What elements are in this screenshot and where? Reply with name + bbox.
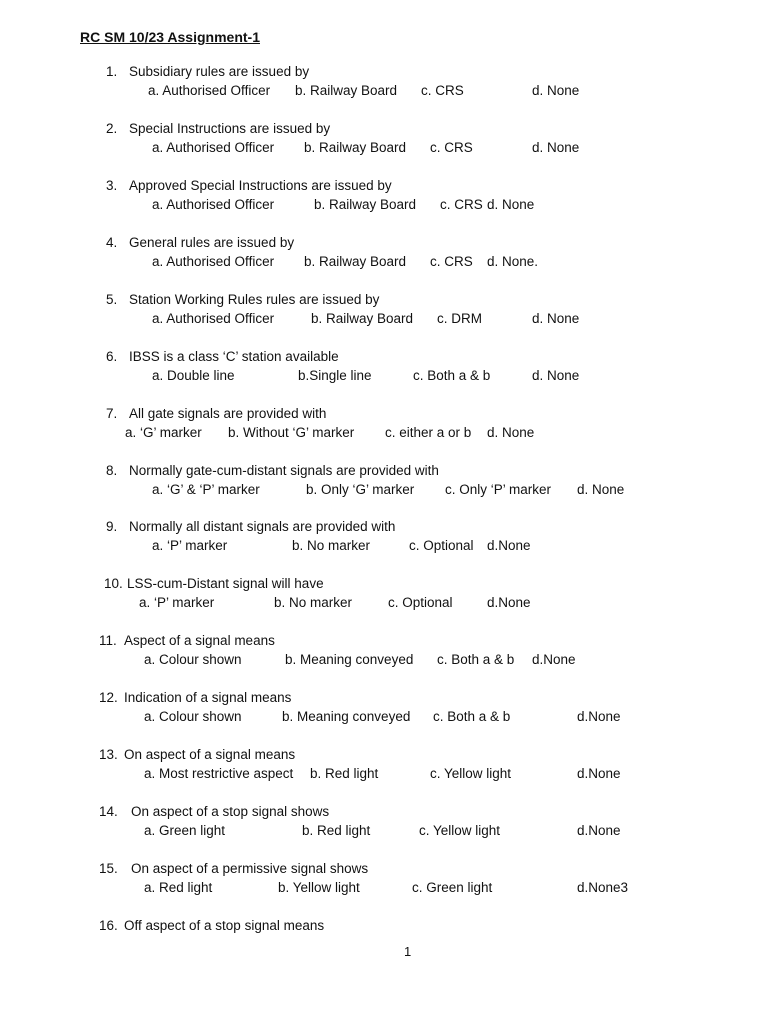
question-text: Normally gate-cum-distant signals are provided with [129, 463, 439, 478]
question-number: 14. [99, 804, 118, 819]
option-d: d.None3 [577, 880, 629, 895]
option-d: d.None [532, 652, 576, 667]
option-d: d. None [487, 197, 535, 212]
option-c: c. CRS [430, 140, 473, 155]
option-b: b. No marker [274, 595, 353, 610]
question-text: All gate signals are provided with [129, 406, 327, 421]
option-b: b. Meaning conveyed [282, 709, 411, 724]
option-d: d. None [532, 83, 580, 98]
question-4 [0, 235, 768, 275]
question-7 [0, 406, 768, 446]
question-number: 8. [106, 463, 118, 478]
question-number: 9. [106, 519, 118, 534]
option-b: b. Without ‘G’ marker [228, 425, 355, 440]
option-d: d.None [577, 766, 621, 781]
question-text: Special Instructions are issued by [129, 121, 331, 136]
question-text: Indication of a signal means [124, 690, 292, 705]
option-a: a. ‘G’ & ‘P’ marker [152, 482, 260, 497]
question-9 [0, 519, 768, 559]
question-10 [0, 576, 768, 616]
option-a: a. Most restrictive aspect [144, 766, 294, 781]
option-c: c. CRS [421, 83, 464, 98]
question-15 [0, 861, 768, 901]
option-a: a. Authorised Officer [152, 311, 275, 326]
option-b: b. Only ‘G’ marker [306, 482, 415, 497]
question-text: LSS-cum-Distant signal will have [127, 576, 324, 591]
option-a: a. ‘G’ marker [125, 425, 202, 440]
option-b: b. Railway Board [304, 254, 407, 269]
option-d: d. None [532, 311, 580, 326]
option-d: d.None [487, 595, 531, 610]
option-c: c. Optional [388, 595, 453, 610]
option-b: b. Railway Board [311, 311, 414, 326]
option-c: c. Both a & b [437, 652, 515, 667]
question-number: 1. [106, 64, 118, 79]
question-number: 11. [99, 633, 117, 648]
question-12 [0, 690, 768, 730]
option-a: a. Double line [152, 368, 235, 383]
question-11 [0, 633, 768, 673]
question-text: Off aspect of a stop signal means [124, 918, 325, 933]
option-c: c. Green light [412, 880, 493, 895]
question-number: 15. [99, 861, 118, 876]
option-b: b. No marker [292, 538, 371, 553]
question-number: 2. [106, 121, 118, 136]
option-d: d.None [577, 709, 621, 724]
question-text: On aspect of a permissive signal shows [131, 861, 369, 876]
option-c: c. either a or b [385, 425, 472, 440]
option-b: b. Yellow light [278, 880, 360, 895]
question-2 [0, 121, 768, 161]
question-number: 3. [106, 178, 118, 193]
question-3 [0, 178, 768, 218]
question-1 [0, 64, 768, 104]
option-d: d. None. [487, 254, 539, 269]
option-d: d.None [487, 538, 531, 553]
question-5 [0, 292, 768, 332]
option-c: c. Only ‘P’ marker [445, 482, 552, 497]
option-c: c. Both a & b [413, 368, 491, 383]
option-a: a. Green light [144, 823, 226, 838]
option-d: d. None [532, 140, 580, 155]
option-a: a. Authorised Officer [152, 197, 275, 212]
question-text: On aspect of a stop signal shows [131, 804, 330, 819]
option-c: c. Yellow light [430, 766, 512, 781]
option-c: c. CRS [430, 254, 473, 269]
option-d: d. None [577, 482, 625, 497]
option-a: a. Colour shown [144, 709, 242, 724]
question-number: 10. [104, 576, 123, 591]
option-c: c. DRM [437, 311, 482, 326]
question-6 [0, 349, 768, 389]
question-text: General rules are issued by [129, 235, 295, 250]
question-number: 13. [99, 747, 118, 762]
option-c: c. Yellow light [419, 823, 501, 838]
page-title: RC SM 10/23 Assignment-1 [80, 29, 260, 45]
option-a: a. Authorised Officer [152, 140, 275, 155]
option-b: b. Railway Board [304, 140, 407, 155]
question-number: 7. [106, 406, 118, 421]
option-a: a. Red light [144, 880, 213, 895]
option-b: b.Single line [298, 368, 372, 383]
question-text: IBSS is a class ‘C’ station available [129, 349, 339, 364]
option-b: b. Red light [302, 823, 371, 838]
question-13 [0, 747, 768, 787]
option-b: b. Red light [310, 766, 379, 781]
question-8 [0, 463, 768, 503]
option-d: d. None [532, 368, 580, 383]
question-text: Station Working Rules rules are issued by [129, 292, 380, 307]
option-c: c. Both a & b [433, 709, 511, 724]
option-c: c. Optional [409, 538, 474, 553]
question-number: 12. [99, 690, 118, 705]
option-a: a. Authorised Officer [152, 254, 275, 269]
option-b: b. Railway Board [314, 197, 417, 212]
option-a: a. Authorised Officer [148, 83, 271, 98]
page-number: 1 [404, 944, 412, 959]
question-number: 6. [106, 349, 118, 364]
question-text: Aspect of a signal means [124, 633, 275, 648]
question-16 [0, 918, 768, 958]
question-14 [0, 804, 768, 844]
question-number: 16. [99, 918, 118, 933]
question-text: On aspect of a signal means [124, 747, 296, 762]
question-text: Subsidiary rules are issued by [129, 64, 310, 79]
option-d: d.None [577, 823, 621, 838]
question-text: Approved Special Instructions are issued by [129, 178, 392, 193]
question-text: Normally all distant signals are provided with [129, 519, 396, 534]
question-number: 5. [106, 292, 118, 307]
option-c: c. CRS [440, 197, 483, 212]
option-b: b. Railway Board [295, 83, 398, 98]
question-number: 4. [106, 235, 118, 250]
option-d: d. None [487, 425, 535, 440]
option-a: a. ‘P’ marker [139, 595, 215, 610]
option-a: a. Colour shown [144, 652, 242, 667]
option-b: b. Meaning conveyed [285, 652, 414, 667]
option-a: a. ‘P’ marker [152, 538, 228, 553]
